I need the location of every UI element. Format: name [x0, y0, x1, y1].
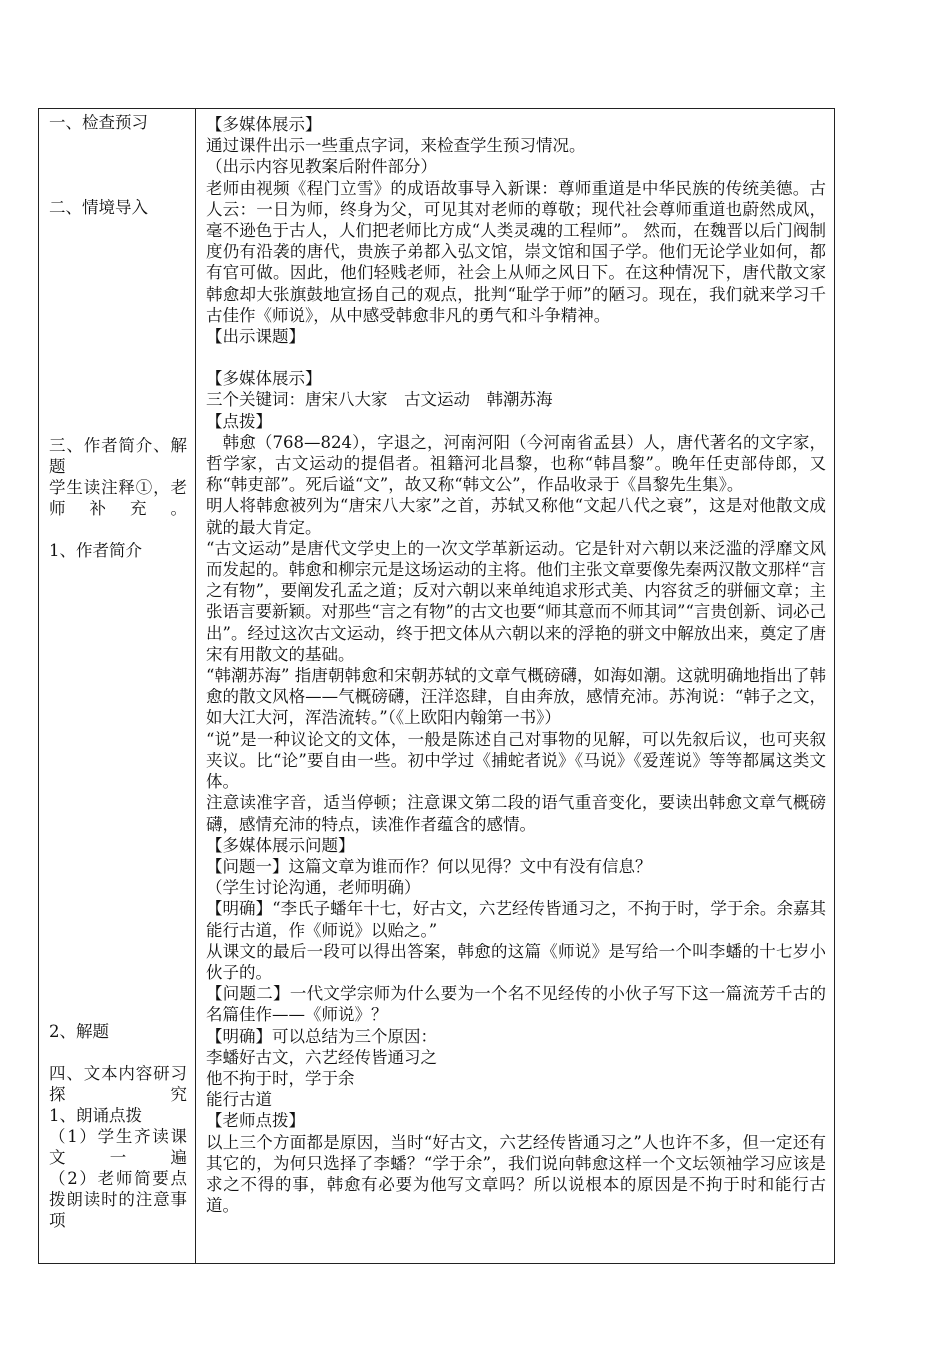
- guidance-label: 【点拨】: [206, 411, 272, 431]
- teacher-guidance-paragraph: 以上三个方面都是原因，当时“好古文，六艺经传皆通习之”人也许不多，但一定还有其它的，为何只选择了李蟠？“学于余”，我们说向韩愈这样一个文坛领袖学习应该是求之不得的事，韩愈有必要为他写文章吗？所以说根本的原因是不拘于时和能行古道。: [206, 1132, 826, 1216]
- step-author-intro-note: 学生读注释①，老师补充。: [49, 478, 187, 518]
- reading-tips-paragraph: 注意读准字音，适当停顿；注意课文第二段的语气重音变化，要读出韩愈文章气概磅礴，感情充沛的特点，读准作者蕴含的感情。: [206, 793, 826, 834]
- step-author-profile: 1、作者简介: [49, 541, 142, 560]
- content-column: [196, 109, 834, 1263]
- reason-one: 李蟠好古文，六艺经传皆通习之: [206, 1047, 437, 1067]
- question-two: 【问题二】一代文学宗师为什么要为一个名不见经传的小伙子写下这一篇流芳千古的名篇佳作——《师说》？: [206, 984, 826, 1025]
- step-situation-intro: 二、情境导入: [49, 198, 148, 217]
- discussion-note: （学生讨论沟通，老师明确）: [206, 878, 421, 898]
- step-author-intro-heading: 三、作者简介、解题: [49, 436, 187, 476]
- tang-song-paragraph: 明人将韩愈被列为“唐宋八大家”之首，苏轼又称他“文起八代之衰”，这是对他散文成就的最大肯定。: [206, 496, 826, 537]
- classical-prose-movement-paragraph: “古文运动”是唐代文学史上的一次文学革新运动。它是针对六朝以来泛滥的浮靡文风而发起的。韩愈和柳宗元是这场运动的主将。他们主张文章要像先秦两汉散文那样“言之有物”，要阐发孔孟之道；反对六朝以来单纯追求形式美、内容贫乏的骈俪文章；主张语言要新颖。对那些“言之有物”的古文也要“师其意而不师其词”“言贵创新、词必己出”。经过这次古文运动，终于把文体从六朝以来的浮艳的骈文中解放出来，奠定了唐宋有用散文的基础。: [206, 538, 826, 664]
- preview-text: 通过课件出示一些重点字词，来检查学生预习情况。: [206, 136, 586, 156]
- preview-note: （出示内容见教案后附件部分）: [206, 157, 437, 177]
- reason-two: 他不拘于时，学于余: [206, 1068, 355, 1088]
- step-text-study-heading: 四、文本内容研习探究: [49, 1064, 187, 1104]
- question-one: 【问题一】这篇文章为谁而作？何以见得？文中有没有信息？: [206, 856, 652, 876]
- reason-three: 能行古道: [206, 1090, 272, 1110]
- step-check-preview: 一、检查预习: [49, 113, 148, 132]
- answer-one: 【明确】“李氏子蟠年十七，好古文，六艺经传皆通习之，不拘于时，学于余。余嘉其能行古道，作《师说》以贻之。”: [206, 899, 826, 940]
- intro-paragraph: 老师由视频《程门立雪》的成语故事导入新课：尊师重道是中华民族的传统美德。古人云：一日为师，终身为父，可见其对老师的尊敬；现代社会尊师重道也蔚然成风，毫不逊色于古人，人们把老师比方成“人类灵魂的工程师”。 然而，在魏晋以后门阀制度仍有沿袭的唐代，贵族子弟都入弘文馆，崇文馆和国子学。他们无论学业如何，都有官可做。因此，他们轻贱老师，社会上从师之风日下。在这种情况下，唐代散文家韩愈却大张旗鼓地宣扬自己的观点，批判“耻学于师”的陋习。现在，我们就来学习千古佳作《师说》，从中感受韩愈非凡的勇气和斗争精神。: [206, 178, 826, 325]
- step-class-reading: （1）学生齐读课文一遍: [49, 1127, 187, 1167]
- steps-column: [39, 109, 196, 1263]
- step-title-explanation: 2、解题: [49, 1022, 109, 1041]
- show-title-label: 【出示课题】: [206, 327, 305, 347]
- shuo-genre-paragraph: “说”是一种议论文的文体，一般是陈述自己对事物的见解，可以先叙后议，也可夹叙夹议。比“论”要自由一些。初中学过《捕蛇者说》《马说》《爱莲说》等等都属这类文体。: [206, 729, 826, 792]
- lesson-plan-table: [38, 108, 835, 1264]
- answer-one-explanation: 从课文的最后一段可以得出答案，韩愈的这篇《师说》是写给一个叫李蟠的十七岁小伙子的。: [206, 941, 826, 982]
- answer-two-intro: 【明确】可以总结为三个原因：: [206, 1026, 437, 1046]
- multimedia-questions-label: 【多媒体展示问题】: [206, 835, 355, 855]
- multimedia-label: 【多媒体展示】: [206, 115, 322, 134]
- teacher-guidance-label: 【老师点拨】: [206, 1111, 305, 1131]
- author-bio-paragraph: 韩愈（768—824），字退之，河南河阳（今河南省孟县）人，唐代著名的文字家，哲学家，古文运动的提倡者。祖籍河北昌黎，也称“韩昌黎”。晚年任吏部侍郎，又称“韩吏部”。死后谥“文”，故又称“韩文公”，作品收录于《昌黎先生集》。: [206, 432, 826, 495]
- multimedia-label-2: 【多媒体展示】: [206, 369, 322, 389]
- han-chao-su-hai-paragraph: “韩潮苏海” 指唐朝韩愈和宋朝苏轼的文章气概磅礴，如海如潮。这就明确地指出了韩愈的散文风格——气概磅礴，汪洋恣肆，自由奔放，感情充沛。苏洵说：“韩子之文，如大江大河，浑浩流转。”（《上欧阳内翰第一书》）: [206, 666, 826, 728]
- step-teacher-guidance: （2）老师简要点拨朗读时的注意事项: [49, 1169, 187, 1230]
- keywords-line: 三个关键词：唐宋八大家 古文运动 韩潮苏海: [206, 390, 553, 410]
- step-recitation: 1、朗诵点拨: [49, 1106, 142, 1125]
